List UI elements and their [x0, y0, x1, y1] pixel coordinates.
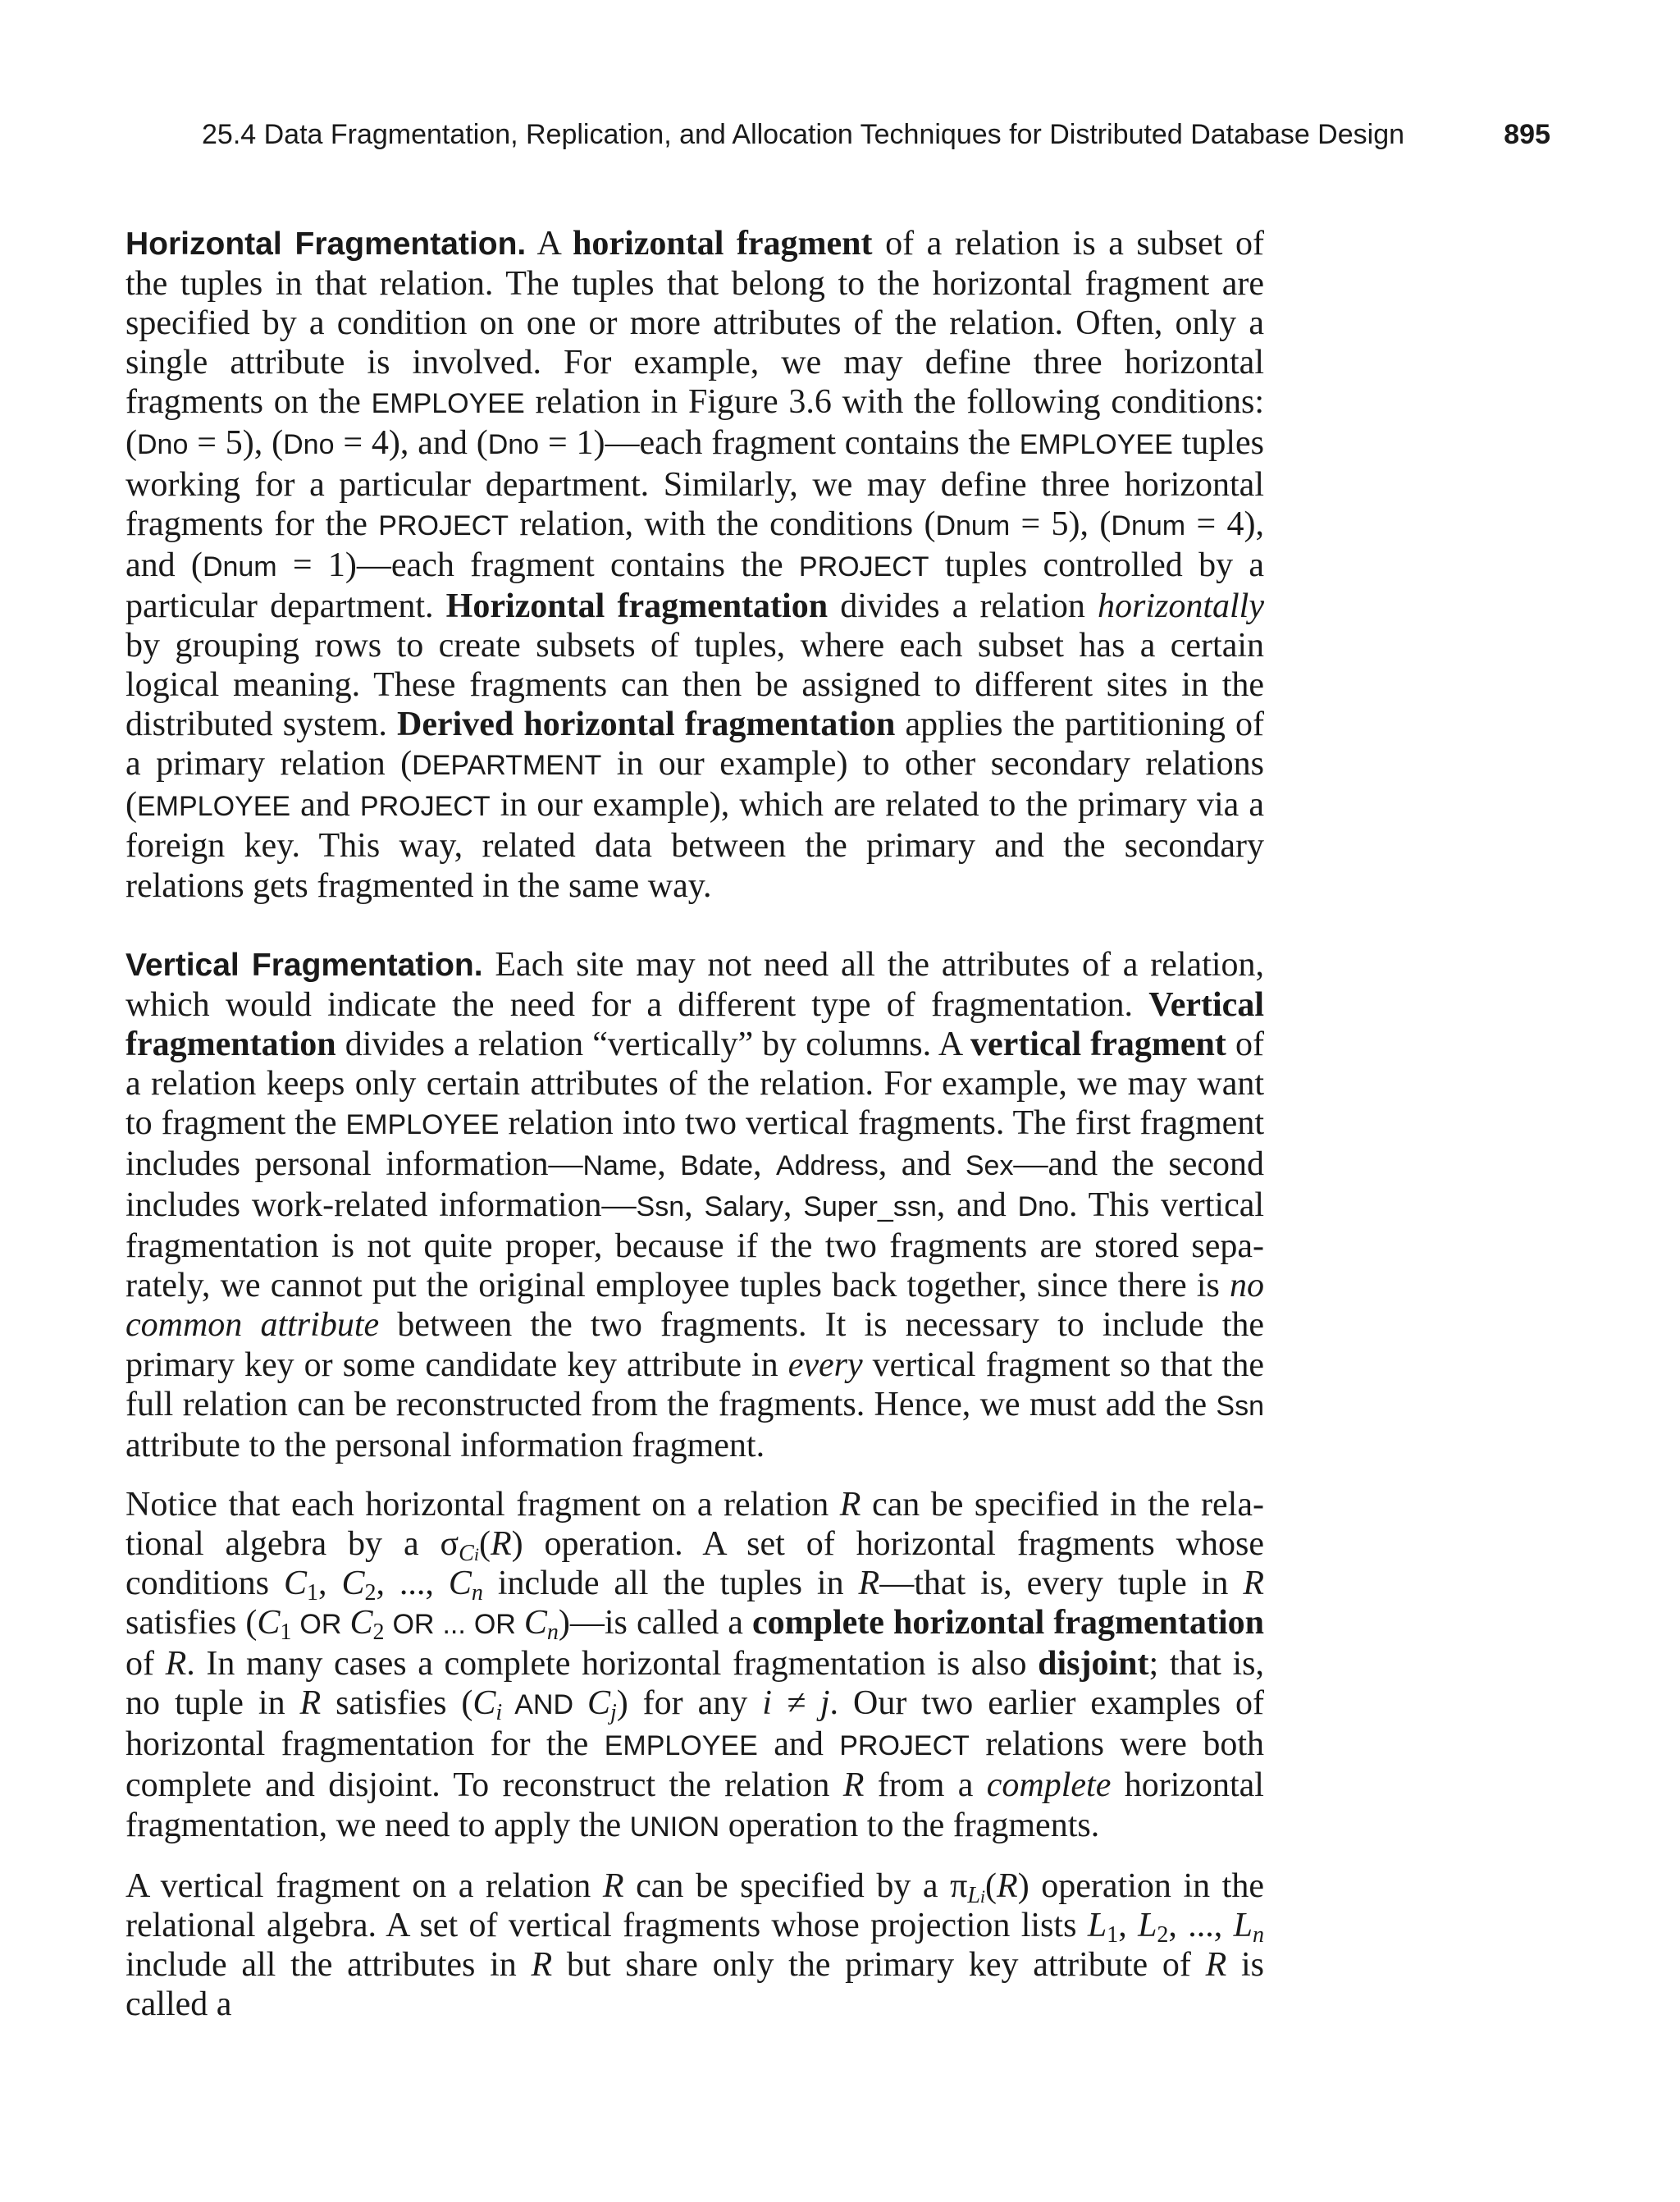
attribute-name: Bdate — [680, 1150, 754, 1182]
attribute-name: Dnum — [935, 509, 1011, 541]
relation-name: PROJECT — [359, 791, 491, 823]
text-run: Notice that each horizontal fragment on a relation — [126, 1485, 840, 1524]
text-run: —that is, every tuple in — [879, 1565, 1244, 1602]
heading-horizontal-fragmentation: Horizontal Fragmentation. — [126, 226, 527, 262]
math-var: i — [473, 1543, 479, 1565]
text-run: A — [526, 225, 573, 263]
relation-name: EMPLOYEE — [604, 1730, 758, 1762]
paragraph-horizontal-fragmentation — [126, 224, 1264, 906]
text-run: A vertical fragment on a relation — [126, 1866, 603, 1905]
math-subscript: 1 — [280, 1620, 292, 1646]
relation-name: EMPLOYEE — [1019, 429, 1173, 461]
text-run: relation, with the conditions ( — [508, 505, 936, 543]
text-run: = 5), ( — [188, 424, 284, 463]
text-run: attribute to the personal information fragment. — [126, 1426, 765, 1464]
text-run: in our example), which are related to the primary via a foreign key. This way, related data between the primary and the secondary relations gets fragmented in the same way. — [126, 786, 1264, 905]
attribute-name: Salary — [704, 1191, 783, 1223]
math-var: L — [1087, 1906, 1107, 1944]
text-run: . Our two earlier examples of horizontal fragmentation for the — [126, 1684, 1264, 1764]
math-subscript — [472, 1580, 483, 1606]
text-run: , ..., — [1168, 1906, 1234, 1944]
text-run: tuples controlled by a particular department. — [126, 546, 1265, 625]
text-run: ; that is, no tuple in — [126, 1645, 1264, 1723]
math-var: j — [609, 1700, 617, 1726]
operator-keyword: OR — [291, 1609, 350, 1641]
relation-name: EMPLOYEE — [345, 1108, 500, 1140]
paragraph-complete-horizontal — [126, 1485, 1264, 1847]
text-run: divides a relation — [828, 587, 1098, 625]
paragraph-vertical-fragmentation — [126, 945, 1264, 1465]
text-run: = 4), and ( — [126, 505, 1264, 584]
text-run: can be specified in the relational algebra by a — [126, 1485, 1264, 1563]
page-body — [126, 224, 1264, 2024]
text-run: divides a relation “vertically” by columns. A — [336, 1025, 970, 1063]
relation-name: PROJECT — [378, 509, 509, 541]
term-derived-horizontal-fragmentation: Derived horizontal fragmentation — [397, 706, 896, 744]
math-subscript — [547, 1620, 559, 1645]
math-subscript: 1 — [1107, 1921, 1119, 1948]
text-run: of a relation keeps only certain attributes of the relation. For example, we may want to fragment the — [126, 1025, 1264, 1142]
math-var: R — [1243, 1565, 1265, 1602]
text-run: tuples working for a particular department. Similarly, we may define three horizontal fragments for the — [126, 424, 1264, 543]
text-run: relation into two vertical fragments. The first fragment includes personal information— — [126, 1103, 1264, 1184]
emphasis: horizontally — [1097, 587, 1264, 625]
text-run: applies the partitioning of a primary relation ( — [126, 706, 1264, 783]
math-subscript — [1253, 1922, 1264, 1948]
math-subscript: 2 — [1157, 1921, 1169, 1948]
running-title: 25.4 Data Fragmentation, Replication, and Allocation Techniques for Distributed Database Design — [202, 119, 1405, 150]
term-complete-horizontal-fragmentation: complete horizontal fragmentation — [752, 1604, 1265, 1642]
attribute-name: Ssn — [1216, 1390, 1264, 1422]
math-var: R — [165, 1645, 187, 1683]
attribute-name: Sex — [965, 1150, 1014, 1182]
math-var: R — [997, 1866, 1018, 1905]
text-run: is called a — [126, 1945, 1264, 2023]
page-number: 895 — [1504, 119, 1550, 150]
math-var: L — [1138, 1906, 1157, 1944]
term-vertical-fragmentation: Vertical fragmentation — [126, 985, 1264, 1063]
attribute-name: Dno — [487, 429, 540, 461]
math-subscript — [610, 1700, 617, 1725]
text-run: include all the attributes in — [126, 1945, 532, 1984]
text-run: operation to the fragments. — [719, 1806, 1100, 1844]
math-var: R — [842, 1766, 865, 1805]
operator-keyword: OR ... OR — [384, 1609, 524, 1641]
text-run: , and — [878, 1145, 966, 1184]
math-var: C — [257, 1604, 281, 1642]
running-header — [202, 119, 1550, 160]
math-var: L — [967, 1882, 980, 1908]
attribute-name: Address — [776, 1150, 879, 1182]
text-run: in our example) to other secondary relations ( — [126, 745, 1265, 825]
math-var: i — [495, 1700, 503, 1726]
math-var: C — [283, 1565, 307, 1602]
text-run: ) operation. A set of horizontal fragments whose conditions — [126, 1524, 1264, 1602]
math-var: L — [1233, 1906, 1253, 1944]
text-run: ) for any — [616, 1684, 763, 1723]
text-run: ) operation in the relational algebra. A set of vertical fragments whose projection lists — [126, 1866, 1264, 1944]
text-run: , — [684, 1186, 705, 1225]
math-var: C — [448, 1565, 472, 1602]
text-run: from a — [864, 1766, 987, 1805]
math-var: C — [349, 1604, 373, 1642]
sigma-symbol: σ — [440, 1524, 459, 1563]
text-run: of a relation is a subset of the tuples in that relation. The tuples that belong to the horizontal fragment are specified by a condition on one or more attributes of the relation. Often, only a single attribute is involved. For example, we may define three horizontal fragments on the — [126, 225, 1264, 422]
text-run: , — [1118, 1906, 1139, 1944]
math-var: C — [459, 1540, 474, 1566]
relation-name: DEPARTMENT — [412, 750, 602, 782]
attribute-name: Dno — [1017, 1191, 1069, 1223]
math-subscript — [967, 1883, 985, 1908]
text-run: )—is called a — [558, 1604, 752, 1642]
math-var: n — [1253, 1921, 1265, 1948]
math-var: i — [979, 1885, 986, 1907]
text-run: horizontal fragmentation, we need to apply the — [126, 1766, 1264, 1844]
relation-name: EMPLOYEE — [137, 791, 291, 823]
math-var: R — [602, 1866, 624, 1905]
math-var: R — [1205, 1945, 1227, 1984]
text-run: = 1)—each fragment contains the — [539, 424, 1020, 463]
attribute-name: Dno — [137, 429, 189, 461]
text-run: ( — [478, 1524, 491, 1563]
term-disjoint: disjoint — [1038, 1645, 1149, 1683]
attribute-name: Ssn — [636, 1191, 685, 1223]
text-run: relation in Figure 3.6 with the following conditions: ( — [126, 383, 1264, 463]
math-subscript: 1 — [306, 1580, 318, 1606]
pi-symbol: π — [950, 1866, 968, 1905]
text-run: and — [757, 1725, 840, 1764]
term-horizontal-fragmentation: Horizontal fragmentation — [445, 587, 829, 625]
text-run: , — [783, 1186, 804, 1225]
math-var: R — [839, 1485, 861, 1524]
math-var: R — [490, 1524, 512, 1563]
math-var: R — [858, 1565, 880, 1602]
math-var: C — [523, 1604, 547, 1642]
text-run: and — [290, 786, 360, 825]
text-run: satisfies ( — [126, 1604, 258, 1642]
math-var: C — [472, 1684, 496, 1723]
text-run: of — [126, 1645, 166, 1683]
attribute-name: Dnum — [1111, 509, 1186, 541]
text-run: . This vertical fragmentation is not quite proper, because if the two fragments are stored separately, we cannot put the original employee tuples back together, since there is — [126, 1186, 1265, 1305]
emphasis: no common attribute — [126, 1267, 1264, 1345]
attribute-name: Dnum — [202, 550, 277, 582]
math-var: R — [299, 1684, 322, 1723]
text-run: , — [657, 1145, 681, 1184]
text-run: = 4), and ( — [334, 424, 488, 463]
math-subscript: 2 — [372, 1620, 385, 1646]
relation-name: EMPLOYEE — [371, 388, 525, 420]
emphasis: every — [788, 1345, 863, 1384]
math-expression: i ≠ j — [762, 1684, 830, 1723]
term-horizontal-fragment: horizontal fragment — [573, 225, 873, 263]
text-run: vertical fragment so that the full relation can be reconstructed from the fragments. Hence, we must add the — [126, 1345, 1264, 1423]
text-run: can be specified by a — [623, 1866, 951, 1905]
operator-keyword: AND — [502, 1689, 587, 1721]
text-run: include all the tuples in — [482, 1565, 859, 1602]
text-run: by grouping rows to create subsets of tuples, where each subset has a certain logical meaning. These fragments can then be assigned to different sites in the distributed system. — [126, 626, 1264, 744]
attribute-name: Name — [582, 1150, 658, 1182]
text-run: , ..., — [376, 1565, 449, 1602]
text-run: ( — [985, 1866, 998, 1905]
emphasis: complete — [986, 1766, 1112, 1805]
text-run: , — [317, 1565, 342, 1602]
text-run: between the two fragments. It is necessary to include the primary key or some candidate key attribute in — [126, 1306, 1265, 1384]
math-var: n — [546, 1620, 559, 1646]
math-var: C — [587, 1684, 610, 1723]
math-var: n — [471, 1580, 483, 1606]
math-var: R — [531, 1945, 553, 1984]
text-run: = 1)—each fragment contains the — [276, 546, 799, 584]
math-var: C — [341, 1565, 365, 1602]
attribute-name: Dno — [283, 429, 335, 461]
text-run: , — [753, 1145, 777, 1184]
text-run: but share only the primary key attribute of — [552, 1945, 1206, 1984]
relation-name: PROJECT — [839, 1730, 970, 1762]
text-run: —and the second includes work-related information— — [126, 1145, 1265, 1225]
paragraph-vertical-fragment-projection — [126, 1866, 1264, 2024]
text-run: . In many cases a complete horizontal fragmentation is also — [186, 1645, 1039, 1683]
relation-name: PROJECT — [798, 550, 929, 582]
math-subscript: 2 — [364, 1580, 377, 1606]
heading-vertical-fragmentation: Vertical Fragmentation. — [126, 947, 483, 983]
term-vertical-fragment: vertical fragment — [970, 1025, 1226, 1063]
math-subscript — [459, 1541, 479, 1566]
operator-keyword: UNION — [629, 1811, 720, 1843]
text-run: Each site may not need all the attributes of a relation, which would indicate the need for a different type of fragmentation. — [126, 945, 1264, 1024]
text-run: , and — [936, 1186, 1018, 1225]
text-run: = 5), ( — [1010, 505, 1112, 543]
attribute-name: Super_ssn — [803, 1191, 937, 1223]
text-run: relations were both complete and disjoint. To reconstruct the relation — [126, 1725, 1264, 1805]
text-run: satisfies ( — [321, 1684, 473, 1723]
